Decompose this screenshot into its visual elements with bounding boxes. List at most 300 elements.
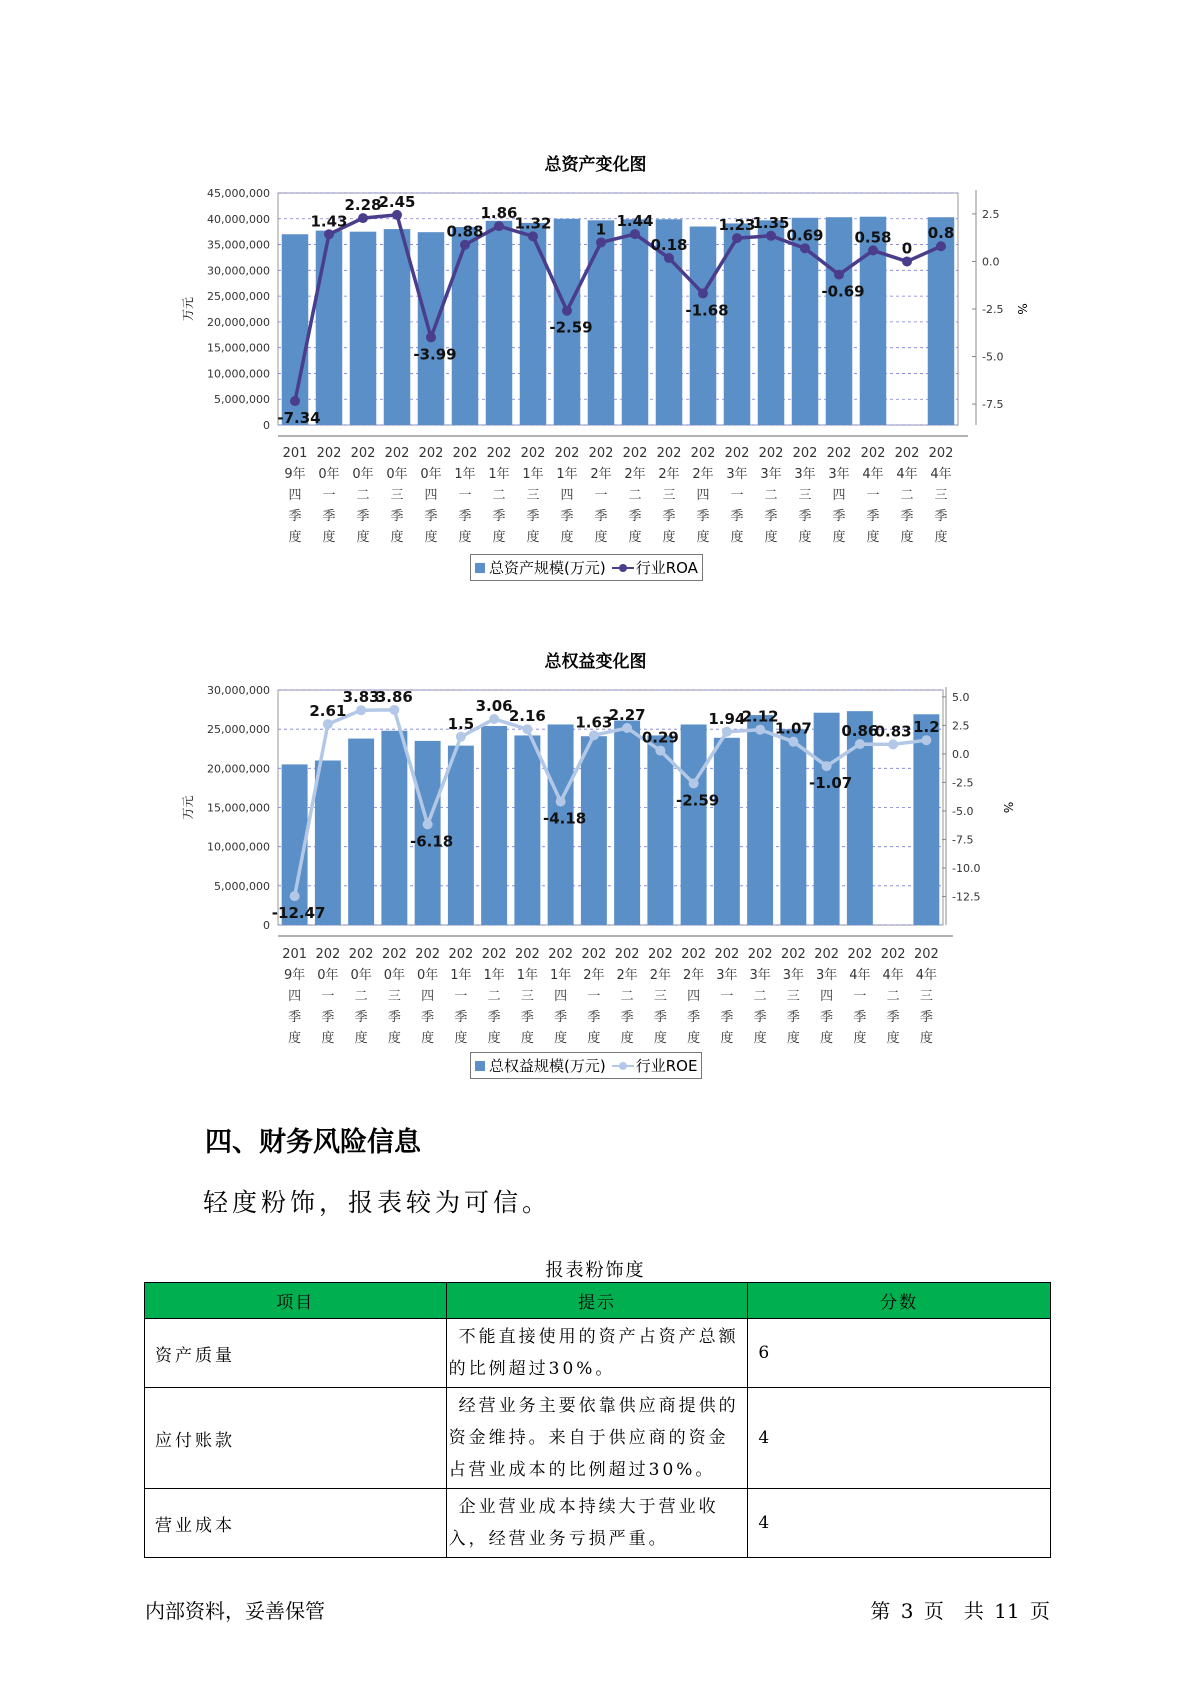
table-header-row <box>145 1283 1051 1319</box>
bar <box>747 715 773 925</box>
line-legend-marker <box>612 563 634 573</box>
line-point <box>855 739 865 749</box>
data-label: -12.47 <box>271 904 326 923</box>
x-tick-label: 1年 <box>549 968 572 983</box>
x-tick-label: 一 <box>587 989 601 1004</box>
table-row <box>145 1489 1051 1558</box>
x-tick-label: 2年 <box>649 968 672 983</box>
x-tick-label: 0年 <box>416 968 439 983</box>
x-tick-label: 季 <box>798 509 812 524</box>
line-point <box>323 719 333 729</box>
y-tick-label: 5,000,000 <box>214 393 270 407</box>
x-tick-label: 3年 <box>782 968 805 983</box>
x-tick-label: 202 <box>554 446 580 461</box>
x-tick-label: 3年 <box>828 467 850 482</box>
bar <box>316 231 343 425</box>
line-point <box>822 761 832 771</box>
x-tick-label: 季 <box>764 509 778 524</box>
x-tick-label: 度 <box>620 1031 634 1046</box>
table-row <box>145 1388 1051 1489</box>
y2-tick-label: -5.0 <box>952 804 974 818</box>
x-tick-label: 一 <box>321 989 335 1004</box>
line-point <box>655 746 665 756</box>
x-tick-label: 度 <box>526 530 540 545</box>
bar <box>622 219 649 425</box>
data-label: 1 <box>595 220 607 239</box>
x-tick-label: 季 <box>526 509 540 524</box>
x-tick-label: 季 <box>424 509 438 524</box>
x-tick-label: 1年 <box>516 968 539 983</box>
line-point <box>460 240 470 250</box>
bar <box>681 724 707 925</box>
x-tick-label: 三 <box>653 989 667 1004</box>
x-tick-label: 季 <box>687 1010 701 1025</box>
y-tick-label: 15,000,000 <box>207 801 270 815</box>
x-tick-label: 9年 <box>283 968 306 983</box>
data-label: 0.88 <box>446 222 484 241</box>
bar <box>452 227 479 425</box>
bar <box>614 721 640 925</box>
x-tick-label: 季 <box>662 509 676 524</box>
y-tick-label: 30,000,000 <box>207 684 270 697</box>
line-point <box>800 243 810 253</box>
data-label: 3.06 <box>475 696 513 715</box>
chart2-legend <box>470 1052 702 1079</box>
x-tick-label: 季 <box>832 509 846 524</box>
line-point <box>589 730 599 740</box>
x-tick-label: 0年 <box>420 467 442 482</box>
line-point <box>494 221 504 231</box>
bar <box>481 726 507 925</box>
data-label: -4.18 <box>543 809 587 828</box>
x-tick-label: 1年 <box>483 968 505 983</box>
x-tick-label: 三 <box>526 488 540 503</box>
x-tick-label: 度 <box>653 1031 667 1046</box>
x-tick-label: 202 <box>316 446 342 461</box>
x-tick-label: 202 <box>448 947 474 962</box>
data-label: 0.86 <box>841 722 879 741</box>
x-tick-label: 202 <box>847 947 873 962</box>
data-label: 0.69 <box>786 226 824 245</box>
x-tick-label: 度 <box>458 530 472 545</box>
data-label: -0.69 <box>821 282 865 301</box>
y-tick-label: 20,000,000 <box>207 315 270 329</box>
line-point <box>426 332 436 342</box>
x-tick-label: 202 <box>792 446 818 461</box>
y-tick-label: 25,000,000 <box>207 723 270 737</box>
data-label: -6.18 <box>410 832 454 851</box>
line-point <box>936 241 946 251</box>
x-tick-label: 度 <box>687 1031 701 1046</box>
x-tick-label: 季 <box>934 509 948 524</box>
y-tick-label: 5,000,000 <box>214 879 270 893</box>
bar <box>381 731 407 925</box>
data-label: 0.8 <box>927 224 955 243</box>
x-tick-label: 三 <box>390 488 404 503</box>
data-label: 1.32 <box>514 214 552 233</box>
line-point <box>622 723 632 733</box>
line-point <box>732 233 742 243</box>
row-item: 应付账款 <box>145 1388 447 1489</box>
y2-tick-label: 0.0 <box>952 747 970 761</box>
data-label: 1.5 <box>447 714 475 733</box>
x-tick-label: 度 <box>322 530 336 545</box>
x-tick-label: 202 <box>724 446 750 461</box>
x-tick-label: 二 <box>492 488 506 503</box>
x-tick-label: 季 <box>321 1010 335 1025</box>
x-tick-label: 一 <box>866 488 880 503</box>
x-tick-label: 202 <box>860 446 886 461</box>
line-point <box>596 237 606 247</box>
x-tick-label: 0年 <box>352 467 374 482</box>
bar <box>514 735 540 925</box>
x-tick-label: 季 <box>853 1010 867 1025</box>
row-item: 资产质量 <box>145 1319 447 1388</box>
data-label: 2.61 <box>309 702 347 721</box>
x-tick-label: 度 <box>798 530 812 545</box>
y-tick-label: 25,000,000 <box>207 290 270 304</box>
x-tick-label: 度 <box>354 1031 368 1046</box>
x-tick-label: 四 <box>696 488 710 503</box>
line-point <box>489 714 499 724</box>
x-tick-label: 度 <box>764 530 778 545</box>
x-tick-label: 一 <box>853 989 867 1004</box>
table-caption: 报表粉饰度 <box>545 1260 646 1281</box>
x-tick-label: 度 <box>520 1031 534 1046</box>
line-point <box>689 778 699 788</box>
x-tick-label: 2年 <box>590 467 612 482</box>
x-tick-label: 度 <box>662 530 676 545</box>
bar <box>486 221 513 425</box>
x-tick-label: 2年 <box>583 968 605 983</box>
x-tick-label: 四 <box>560 488 574 503</box>
line-point <box>834 270 844 280</box>
x-tick-label: 202 <box>315 947 341 962</box>
data-label: 0.58 <box>854 228 892 247</box>
line-point <box>755 725 765 735</box>
x-tick-label: 四 <box>288 989 302 1004</box>
bar <box>647 735 673 925</box>
data-label: 2.12 <box>741 707 779 726</box>
col-header-item: 项目 <box>145 1283 447 1319</box>
x-tick-label: 度 <box>730 530 744 545</box>
x-tick-label: 度 <box>934 530 948 545</box>
x-tick-label: 三 <box>919 989 933 1004</box>
x-tick-label: 二 <box>900 488 914 503</box>
x-tick-label: 四 <box>288 488 302 503</box>
y-tick-label: 45,000,000 <box>207 187 270 200</box>
x-tick-label: 季 <box>288 509 302 524</box>
y-tick-label: 40,000,000 <box>207 212 270 226</box>
x-tick-label: 202 <box>814 947 840 962</box>
x-tick-label: 1年 <box>488 467 510 482</box>
y2-axis-title: % <box>1001 801 1015 814</box>
data-label: 1.94 <box>708 709 746 728</box>
x-tick-label: 度 <box>886 1031 900 1046</box>
x-tick-label: 3年 <box>749 968 771 983</box>
x-tick-label: 3年 <box>726 467 748 482</box>
x-tick-label: 度 <box>387 1031 401 1046</box>
y2-tick-label: -12.5 <box>952 890 981 904</box>
line-point <box>556 797 566 807</box>
line-point <box>528 231 538 241</box>
x-tick-label: 三 <box>387 989 401 1004</box>
line-point <box>788 737 798 747</box>
x-tick-label: 季 <box>653 1010 667 1025</box>
x-tick-label: 202 <box>928 446 954 461</box>
row-hint: 不能直接使用的资产占资产总额的比例超过30%。 <box>446 1319 748 1388</box>
x-tick-label: 二 <box>628 488 642 503</box>
x-tick-label: 202 <box>714 947 740 962</box>
y-tick-label: 10,000,000 <box>207 367 270 381</box>
y2-axis-title: % <box>1015 303 1029 315</box>
x-tick-label: 202 <box>481 947 507 962</box>
y-tick-label: 0 <box>263 419 270 432</box>
x-tick-label: 三 <box>520 989 534 1004</box>
x-tick-label: 一 <box>594 488 608 503</box>
x-tick-label: 202 <box>350 446 376 461</box>
data-label: 0.29 <box>641 728 679 747</box>
total-equity-chart <box>0 670 1191 1070</box>
x-tick-label: 三 <box>786 989 800 1004</box>
data-label: -2.59 <box>676 791 720 810</box>
line-point <box>698 288 708 298</box>
bar-legend-swatch <box>475 1061 485 1071</box>
x-tick-label: 度 <box>554 1031 568 1046</box>
x-tick-label: 度 <box>786 1031 800 1046</box>
y-tick-label: 15,000,000 <box>207 341 270 355</box>
x-tick-label: 1年 <box>454 467 476 482</box>
x-tick-label: 季 <box>322 509 336 524</box>
x-tick-label: 3年 <box>815 968 838 983</box>
legend-line-label: 行业ROA <box>635 559 698 577</box>
x-tick-label: 202 <box>418 446 444 461</box>
x-tick-label: 季 <box>458 509 472 524</box>
x-tick-label: 202 <box>415 947 441 962</box>
y-axis-title: 万元 <box>181 296 195 322</box>
x-tick-label: 度 <box>753 1031 767 1046</box>
bar <box>913 714 939 925</box>
x-tick-label: 季 <box>354 1010 368 1025</box>
bar <box>780 729 806 925</box>
x-tick-label: 季 <box>594 509 608 524</box>
x-tick-label: 4年 <box>930 467 952 482</box>
x-tick-label: 度 <box>492 530 506 545</box>
bar <box>814 713 840 925</box>
x-tick-label: 季 <box>492 509 506 524</box>
x-tick-label: 0年 <box>317 968 339 983</box>
bar <box>350 232 377 425</box>
line-point <box>902 256 912 266</box>
x-tick-label: 四 <box>421 989 435 1004</box>
x-tick-label: 1年 <box>450 968 472 983</box>
x-tick-label: 1年 <box>556 467 578 482</box>
x-tick-label: 202 <box>514 947 540 962</box>
x-tick-label: 四 <box>832 488 846 503</box>
x-tick-label: 9年 <box>284 467 306 482</box>
y-tick-label: 20,000,000 <box>207 762 270 776</box>
x-tick-label: 2年 <box>616 968 638 983</box>
y2-tick-label: -5.0 <box>982 350 1004 364</box>
line-point <box>868 245 878 255</box>
row-hint: 经营业务主要依靠供应商提供的资金维持。来自于供应商的资金占营业成本的比例超过30%。 <box>446 1388 748 1489</box>
x-tick-label: 3年 <box>794 467 816 482</box>
x-tick-label: 202 <box>381 947 407 962</box>
legend-bar-label: 总权益规模(万元) <box>489 1057 606 1075</box>
x-tick-label: 季 <box>520 1010 534 1025</box>
x-tick-label: 度 <box>288 530 302 545</box>
x-tick-label: 202 <box>622 446 648 461</box>
x-tick-label: 季 <box>454 1010 468 1025</box>
data-label: 1.44 <box>616 212 654 231</box>
x-tick-label: 度 <box>424 530 438 545</box>
x-tick-label: 202 <box>758 446 784 461</box>
footer-confidential: 内部资料，妥善保管 <box>145 1599 325 1623</box>
x-tick-label: 二 <box>354 989 368 1004</box>
x-tick-label: 季 <box>288 1010 302 1025</box>
data-label: 1.86 <box>480 204 518 223</box>
line-point <box>356 705 366 715</box>
data-label: 0.83 <box>874 722 912 741</box>
x-tick-label: 4年 <box>896 467 918 482</box>
data-label: -7.34 <box>277 409 321 428</box>
x-tick-label: 0年 <box>318 467 340 482</box>
x-tick-label: 季 <box>696 509 710 524</box>
data-label: 2.16 <box>508 707 546 726</box>
y2-tick-label: 2.5 <box>982 207 1000 221</box>
x-tick-label: 度 <box>820 1031 834 1046</box>
footer-page-number: 第 3 页 共 11 页 <box>870 1599 1050 1623</box>
line-point <box>630 229 640 239</box>
line-point <box>358 213 368 223</box>
x-tick-label: 4年 <box>849 968 871 983</box>
table-row <box>145 1319 1051 1388</box>
chart1-title: 总资产变化图 <box>544 155 647 175</box>
line-point <box>921 735 931 745</box>
line-legend-marker <box>612 1061 634 1071</box>
data-label: -1.68 <box>685 301 729 320</box>
x-tick-label: 202 <box>681 947 707 962</box>
x-tick-label: 二 <box>487 989 501 1004</box>
data-label: -3.99 <box>413 345 457 364</box>
line-point <box>664 253 674 263</box>
bar-legend-swatch <box>475 563 485 573</box>
x-tick-label: 二 <box>886 989 900 1004</box>
x-tick-label: 季 <box>730 509 744 524</box>
x-tick-label: 度 <box>720 1031 734 1046</box>
x-tick-label: 一 <box>730 488 744 503</box>
y2-tick-label: -10.0 <box>952 861 981 875</box>
y2-tick-label: 2.5 <box>952 719 970 733</box>
y-tick-label: 0 <box>263 919 270 932</box>
x-tick-label: 二 <box>620 989 634 1004</box>
total-assets-chart <box>0 0 1191 570</box>
x-tick-label: 202 <box>614 947 640 962</box>
x-tick-label: 202 <box>656 446 682 461</box>
x-tick-label: 202 <box>647 947 673 962</box>
y2-tick-label: 0.0 <box>982 255 1000 269</box>
x-tick-label: 二 <box>753 989 767 1004</box>
line-point <box>423 819 433 829</box>
line-point <box>290 891 300 901</box>
legend-bar-label: 总资产规模(万元) <box>489 559 606 577</box>
x-tick-label: 4年 <box>915 968 938 983</box>
x-tick-label: 201 <box>282 446 308 461</box>
data-label: 2.27 <box>608 705 646 724</box>
x-tick-label: 202 <box>588 446 614 461</box>
x-tick-label: 四 <box>554 989 568 1004</box>
x-tick-label: 度 <box>560 530 574 545</box>
row-hint: 企业营业成本持续大于营业收入，经营业务亏损严重。 <box>446 1489 748 1558</box>
x-tick-label: 202 <box>581 947 607 962</box>
x-tick-label: 一 <box>454 989 468 1004</box>
section-heading: 四、财务风险信息 <box>205 1127 421 1158</box>
y2-tick-label: -7.5 <box>952 833 974 847</box>
x-tick-label: 季 <box>487 1010 501 1025</box>
line-point <box>522 724 532 734</box>
x-tick-label: 2年 <box>624 467 646 482</box>
data-label: -2.59 <box>549 318 593 337</box>
x-tick-label: 202 <box>348 947 374 962</box>
x-tick-label: 3年 <box>760 467 782 482</box>
line-point <box>888 739 898 749</box>
x-tick-label: 2年 <box>682 968 705 983</box>
x-tick-label: 1年 <box>522 467 544 482</box>
x-tick-label: 4年 <box>862 467 884 482</box>
data-label: 1.07 <box>774 719 812 738</box>
x-tick-label: 一 <box>458 488 472 503</box>
x-tick-label: 202 <box>894 446 920 461</box>
x-tick-label: 三 <box>798 488 812 503</box>
line-point <box>456 732 466 742</box>
chart1-legend <box>470 554 703 581</box>
bar <box>581 736 607 925</box>
line-point <box>722 727 732 737</box>
x-tick-label: 度 <box>390 530 404 545</box>
y-tick-label: 30,000,000 <box>207 264 270 278</box>
data-label: 3.83 <box>342 688 380 707</box>
row-item: 营业成本 <box>145 1489 447 1558</box>
x-tick-label: 季 <box>720 1010 734 1025</box>
x-tick-label: 季 <box>786 1010 800 1025</box>
x-tick-label: 一 <box>322 488 336 503</box>
x-tick-label: 季 <box>820 1010 834 1025</box>
x-tick-label: 季 <box>866 509 880 524</box>
x-tick-label: 202 <box>880 947 906 962</box>
bar <box>690 227 717 425</box>
x-tick-label: 度 <box>321 1031 335 1046</box>
y2-tick-label: -7.5 <box>982 398 1004 412</box>
line-point <box>392 210 402 220</box>
y-tick-label: 10,000,000 <box>207 840 270 854</box>
line-point <box>290 396 300 406</box>
bar <box>826 217 853 425</box>
x-tick-label: 季 <box>886 1010 900 1025</box>
x-tick-label: 季 <box>919 1010 933 1025</box>
y2-tick-label: -2.5 <box>982 303 1004 316</box>
x-tick-label: 3年 <box>716 968 738 983</box>
row-score: 4 <box>748 1388 1051 1489</box>
line-point <box>389 705 399 715</box>
x-tick-label: 三 <box>662 488 676 503</box>
y2-tick-label: -2.5 <box>952 776 974 790</box>
x-tick-label: 度 <box>628 530 642 545</box>
x-tick-label: 四 <box>424 488 438 503</box>
data-label: 0.18 <box>650 236 688 255</box>
x-tick-label: 度 <box>832 530 846 545</box>
row-score: 4 <box>748 1489 1051 1558</box>
line-point <box>562 306 572 316</box>
